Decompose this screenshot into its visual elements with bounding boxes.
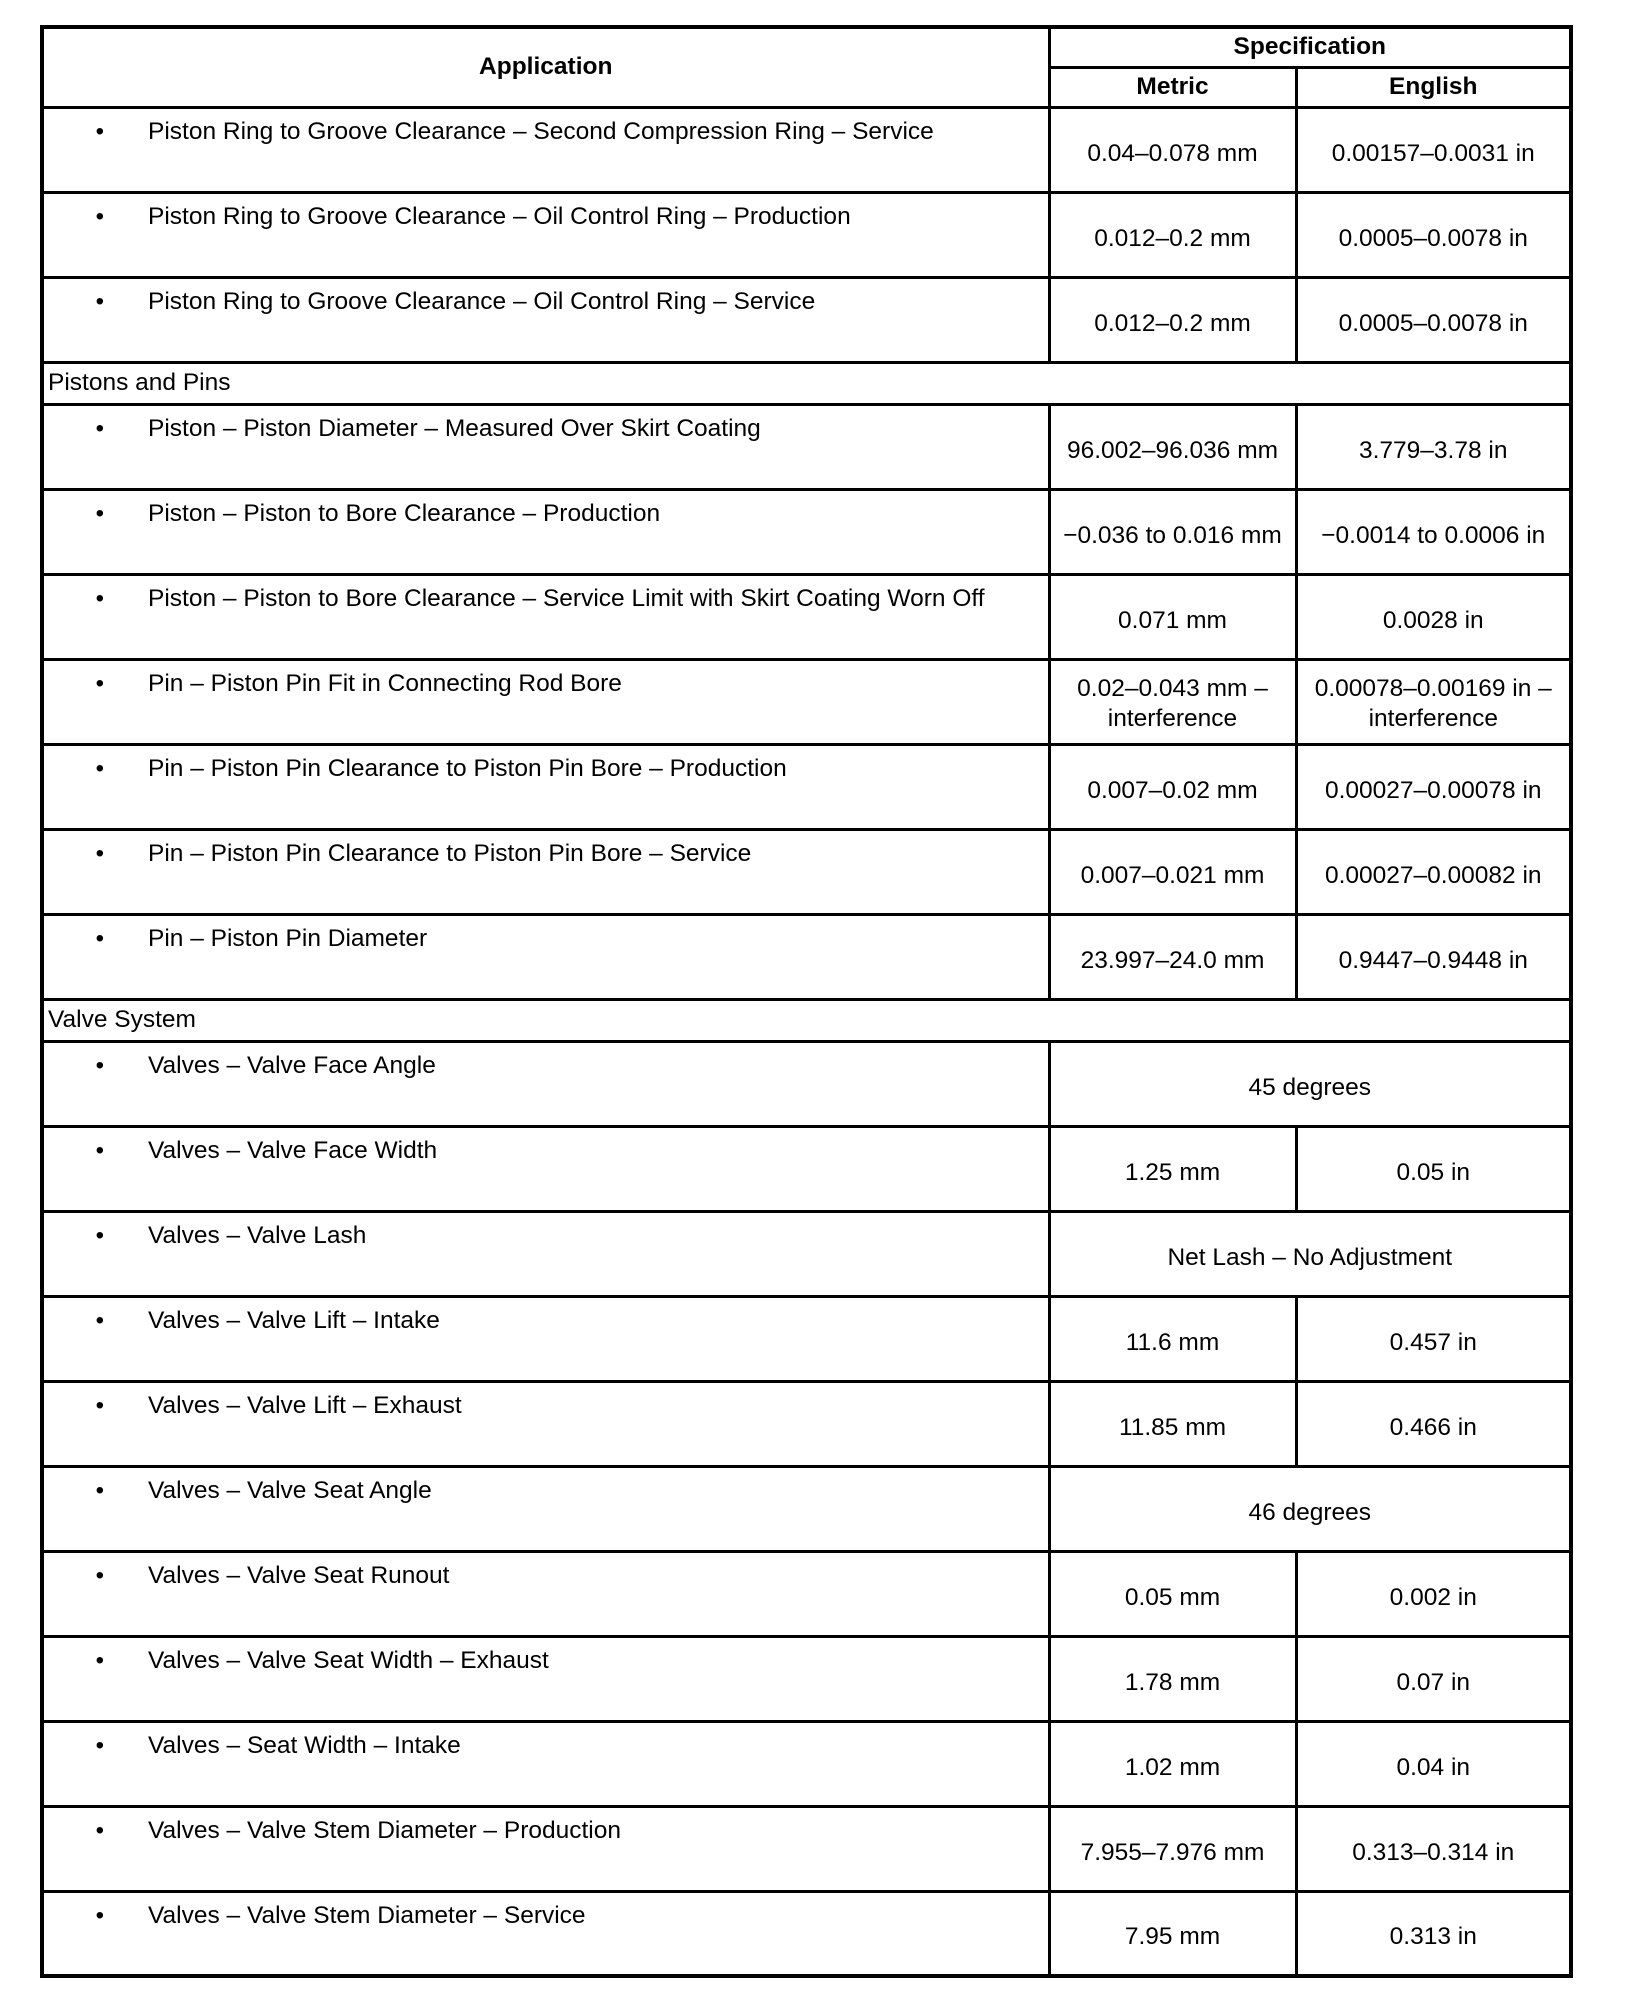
bullet-icon: •: [95, 1221, 104, 1249]
application-cell: [42, 1466, 1049, 1551]
application-cell: [42, 1296, 1049, 1381]
metric-value-cell: 0.04–0.078 mm: [1049, 107, 1296, 192]
table-row: [42, 404, 1571, 489]
application-cell: [42, 1806, 1049, 1891]
application-entry: [44, 1731, 1048, 1761]
english-value-cell: 0.002 in: [1296, 1551, 1571, 1636]
english-value-cell: 0.0005–0.0078 in: [1296, 192, 1571, 277]
metric-value-cell: 0.012–0.2 mm: [1049, 192, 1296, 277]
metric-value-cell: 7.95 mm: [1049, 1891, 1296, 1976]
application-text: Valves – Valve Lift – Exhaust: [148, 1391, 462, 1419]
application-entry: [44, 202, 1048, 232]
table-row: [42, 107, 1571, 192]
bullet-icon: •: [95, 839, 104, 867]
application-entry: [44, 1476, 1048, 1506]
application-text: Piston – Piston to Bore Clearance – Production: [148, 499, 661, 527]
bullet-icon: •: [95, 1476, 104, 1504]
metric-value-line-1: 0.02–0.043 mm –: [1077, 674, 1268, 702]
application-entry: [44, 584, 1048, 614]
section-row: [42, 362, 1571, 404]
table-row: [42, 192, 1571, 277]
bullet-icon: •: [95, 1901, 104, 1929]
application-entry: [44, 414, 1048, 444]
application-cell: [42, 1551, 1049, 1636]
application-text: Valves – Valve Seat Angle: [148, 1476, 432, 1504]
metric-value-cell: [1049, 659, 1296, 744]
metric-value-cell: 7.955–7.976 mm: [1049, 1806, 1296, 1891]
english-column-header: English: [1296, 67, 1571, 107]
specification-table: [40, 25, 1573, 1978]
bullet-icon: •: [95, 202, 104, 230]
bullet-icon: •: [95, 1391, 104, 1419]
section-title: Pistons and Pins: [42, 362, 1571, 404]
application-text: Pin – Piston Pin Fit in Connecting Rod Bore: [148, 669, 622, 697]
metric-value-cell: 11.85 mm: [1049, 1381, 1296, 1466]
application-cell: [42, 1041, 1049, 1126]
english-value-cell: 0.00157–0.0031 in: [1296, 107, 1571, 192]
application-cell: [42, 1891, 1049, 1976]
application-text: Valves – Valve Lift – Intake: [148, 1306, 440, 1334]
application-text: Valves – Valve Seat Width – Exhaust: [148, 1646, 549, 1674]
application-cell: [42, 107, 1049, 192]
english-value-cell: −0.0014 to 0.0006 in: [1296, 489, 1571, 574]
metric-value-cell: −0.036 to 0.016 mm: [1049, 489, 1296, 574]
table-row: [42, 1721, 1571, 1806]
application-text: Valves – Valve Seat Runout: [148, 1561, 450, 1589]
english-value-cell: 0.04 in: [1296, 1721, 1571, 1806]
table-row: [42, 1381, 1571, 1466]
application-text: Valves – Valve Face Width: [148, 1136, 438, 1164]
bullet-icon: •: [95, 499, 104, 527]
metric-value-cell: 23.997–24.0 mm: [1049, 914, 1296, 999]
application-text: Valves – Seat Width – Intake: [148, 1731, 461, 1759]
application-text: Valves – Valve Lash: [148, 1221, 367, 1249]
table-row: [42, 1126, 1571, 1211]
application-cell: [42, 277, 1049, 362]
application-text: Piston Ring to Groove Clearance – Oil Control Ring – Service: [148, 287, 816, 315]
application-text: Pin – Piston Pin Clearance to Piston Pin Bore – Service: [148, 839, 752, 867]
application-text: Piston – Piston to Bore Clearance – Service Limit with Skirt Coating Worn Off: [148, 584, 985, 612]
metric-value-cell: 0.05 mm: [1049, 1551, 1296, 1636]
application-entry: [44, 1901, 1048, 1931]
english-value-cell: 0.466 in: [1296, 1381, 1571, 1466]
table-row: [42, 1636, 1571, 1721]
application-text: Pin – Piston Pin Clearance to Piston Pin Bore – Production: [148, 754, 787, 782]
application-cell: [42, 914, 1049, 999]
application-entry: [44, 1051, 1048, 1081]
application-text: Piston – Piston Diameter – Measured Over Skirt Coating: [148, 414, 761, 442]
application-cell: [42, 574, 1049, 659]
bullet-icon: •: [95, 669, 104, 697]
table-header: [42, 27, 1571, 107]
english-value-cell: 0.0005–0.0078 in: [1296, 277, 1571, 362]
table-row: [42, 489, 1571, 574]
application-cell: [42, 192, 1049, 277]
application-text: Valves – Valve Stem Diameter – Production: [148, 1816, 621, 1844]
bullet-icon: •: [95, 1561, 104, 1589]
table-row: [42, 744, 1571, 829]
bullet-icon: •: [95, 1731, 104, 1759]
specification-value-cell: 46 degrees: [1049, 1466, 1571, 1551]
application-cell: [42, 1636, 1049, 1721]
application-entry: [44, 924, 1048, 954]
application-cell: [42, 1721, 1049, 1806]
table-row: [42, 574, 1571, 659]
application-cell: [42, 829, 1049, 914]
metric-value-cell: 1.78 mm: [1049, 1636, 1296, 1721]
metric-value-cell: 11.6 mm: [1049, 1296, 1296, 1381]
application-entry: [44, 287, 1048, 317]
english-value-cell: 0.07 in: [1296, 1636, 1571, 1721]
table-row: [42, 1211, 1571, 1296]
english-value-line-1: 0.00078–0.00169 in –: [1314, 674, 1552, 702]
bullet-icon: •: [95, 1646, 104, 1674]
application-cell: [42, 659, 1049, 744]
table-row: [42, 659, 1571, 744]
table-row: [42, 277, 1571, 362]
bullet-icon: •: [95, 117, 104, 145]
bullet-icon: •: [95, 924, 104, 952]
english-value-cell: 0.00027–0.00082 in: [1296, 829, 1571, 914]
bullet-icon: •: [95, 287, 104, 315]
metric-value-cell: 0.007–0.02 mm: [1049, 744, 1296, 829]
bullet-icon: •: [95, 584, 104, 612]
metric-column-header: Metric: [1049, 67, 1296, 107]
application-entry: [44, 754, 1048, 784]
specification-value-cell: Net Lash – No Adjustment: [1049, 1211, 1571, 1296]
english-value-cell: 0.0028 in: [1296, 574, 1571, 659]
metric-value-cell: 0.012–0.2 mm: [1049, 277, 1296, 362]
table-row: [42, 829, 1571, 914]
bullet-icon: •: [95, 1306, 104, 1334]
table-body: [42, 107, 1571, 1976]
application-entry: [44, 1306, 1048, 1336]
section-title: Valve System: [42, 999, 1571, 1041]
metric-value-cell: 96.002–96.036 mm: [1049, 404, 1296, 489]
application-text: Valves – Valve Stem Diameter – Service: [148, 1901, 586, 1929]
table-row: [42, 1466, 1571, 1551]
application-entry: [44, 499, 1048, 529]
english-value-cell: [1296, 659, 1571, 744]
metric-value-cell: 1.25 mm: [1049, 1126, 1296, 1211]
english-value-cell: 0.9447–0.9448 in: [1296, 914, 1571, 999]
application-entry: [44, 1391, 1048, 1421]
table-row: [42, 1891, 1571, 1976]
english-value-cell: 0.457 in: [1296, 1296, 1571, 1381]
application-cell: [42, 489, 1049, 574]
english-value-line-2: interference: [1368, 704, 1498, 732]
application-cell: [42, 1211, 1049, 1296]
application-cell: [42, 1126, 1049, 1211]
metric-value-cell: 1.02 mm: [1049, 1721, 1296, 1806]
section-row: [42, 999, 1571, 1041]
application-entry: [44, 1816, 1048, 1846]
metric-value-cell: 0.007–0.021 mm: [1049, 829, 1296, 914]
application-entry: [44, 1561, 1048, 1591]
bullet-icon: •: [95, 1051, 104, 1079]
table-row: [42, 1551, 1571, 1636]
table-row: [42, 1806, 1571, 1891]
application-text: Pin – Piston Pin Diameter: [148, 924, 428, 952]
application-cell: [42, 744, 1049, 829]
bullet-icon: •: [95, 754, 104, 782]
application-column-header: Application: [42, 27, 1049, 107]
application-text: Valves – Valve Face Angle: [148, 1051, 436, 1079]
bullet-icon: •: [95, 414, 104, 442]
english-value-cell: 3.779–3.78 in: [1296, 404, 1571, 489]
application-cell: [42, 1381, 1049, 1466]
application-entry: [44, 1136, 1048, 1166]
application-entry: [44, 839, 1048, 869]
application-text: Piston Ring to Groove Clearance – Second Compression Ring – Service: [148, 117, 934, 145]
metric-value-line-2: interference: [1107, 704, 1238, 732]
application-cell: [42, 404, 1049, 489]
application-entry: [44, 669, 1048, 699]
english-value-cell: 0.313–0.314 in: [1296, 1806, 1571, 1891]
english-value-cell: 0.00027–0.00078 in: [1296, 744, 1571, 829]
table-row: [42, 1296, 1571, 1381]
english-value-cell: 0.313 in: [1296, 1891, 1571, 1976]
english-value-cell: 0.05 in: [1296, 1126, 1571, 1211]
bullet-icon: •: [95, 1816, 104, 1844]
metric-value-cell: 0.071 mm: [1049, 574, 1296, 659]
specification-column-header: Specification: [1049, 27, 1571, 67]
table-row: [42, 1041, 1571, 1126]
bullet-icon: •: [95, 1136, 104, 1164]
application-text: Piston Ring to Groove Clearance – Oil Control Ring – Production: [148, 202, 851, 230]
application-entry: [44, 117, 1048, 147]
application-entry: [44, 1646, 1048, 1676]
application-entry: [44, 1221, 1048, 1251]
specification-value-cell: 45 degrees: [1049, 1041, 1571, 1126]
table-row: [42, 914, 1571, 999]
